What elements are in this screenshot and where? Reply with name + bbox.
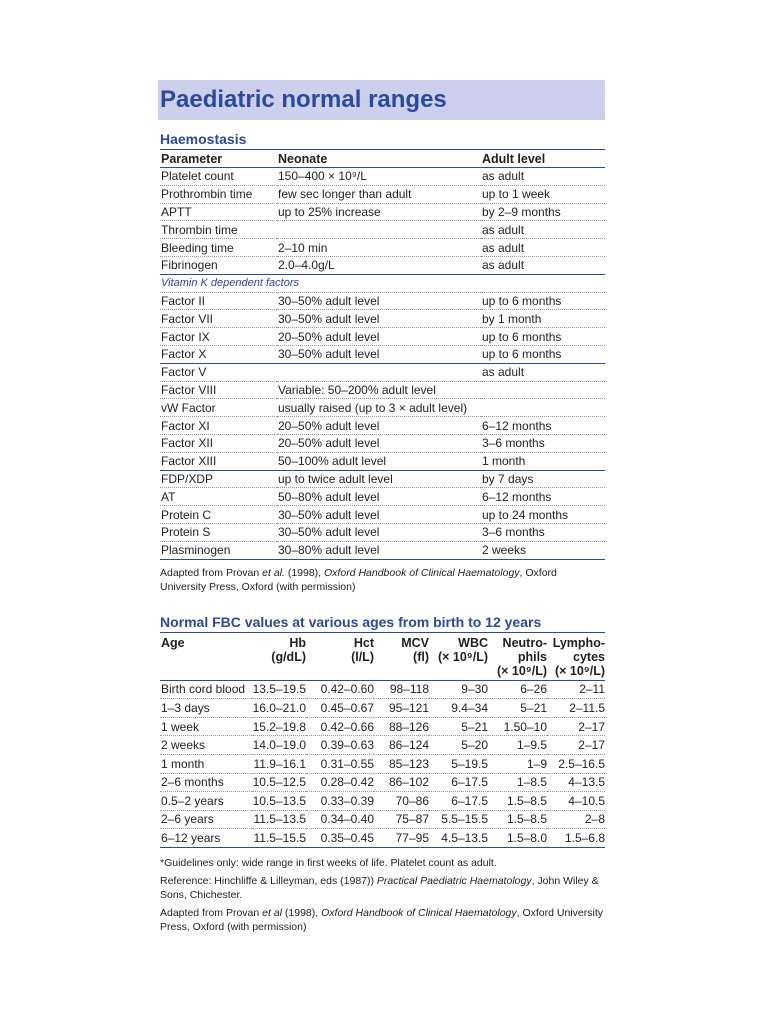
header-line: Lympho- bbox=[552, 635, 605, 650]
table-row bbox=[160, 434, 605, 452]
adult-level-cell: 3–6 months bbox=[481, 523, 605, 541]
column-header: Parameter bbox=[160, 150, 277, 168]
age-cell: 2–6 years bbox=[160, 810, 252, 829]
hct-cell: 0.33–0.39 bbox=[306, 792, 374, 811]
neonate-cell: 30–80% adult level bbox=[277, 541, 481, 559]
hb-cell: 15.2–19.8 bbox=[252, 717, 306, 736]
hb-cell: 14.0–19.0 bbox=[252, 736, 306, 755]
header-line: Age bbox=[161, 635, 185, 650]
hb-cell: 11.5–13.5 bbox=[252, 810, 306, 829]
adult-level-cell: 3–6 months bbox=[481, 434, 605, 452]
table-row bbox=[160, 292, 605, 310]
header-line: Hct bbox=[353, 635, 374, 650]
parameter-cell: vW Factor bbox=[160, 399, 277, 417]
hct-cell: 0.28–0.42 bbox=[306, 773, 374, 792]
adult-level-cell bbox=[481, 399, 605, 417]
adult-level-cell: up to 6 months bbox=[481, 345, 605, 363]
parameter-cell: Factor X bbox=[160, 345, 277, 363]
table-row bbox=[160, 523, 605, 541]
parameter-cell: Plasminogen bbox=[160, 541, 277, 559]
adult-level-cell: up to 6 months bbox=[481, 292, 605, 310]
parameter-cell: Factor II bbox=[160, 292, 277, 310]
lymphocytes-cell: 4–10.5 bbox=[547, 792, 605, 811]
wbc-cell: 5–19.5 bbox=[429, 754, 488, 773]
table-row bbox=[160, 381, 605, 399]
parameter-cell: AT bbox=[160, 488, 277, 506]
column-header bbox=[547, 632, 605, 680]
adult-level-cell: as adult bbox=[481, 221, 605, 239]
neonate-cell: 30–50% adult level bbox=[277, 523, 481, 541]
header-line bbox=[306, 664, 374, 678]
wbc-cell: 6–17.5 bbox=[429, 792, 488, 811]
header-line bbox=[429, 664, 488, 678]
neonate-cell: up to 25% increase bbox=[277, 203, 481, 221]
column-header: Adult level bbox=[481, 150, 605, 168]
age-cell: 2 weeks bbox=[160, 736, 252, 755]
parameter-cell: Factor VIII bbox=[160, 381, 277, 399]
age-cell: 1 month bbox=[160, 754, 252, 773]
neonate-cell: 2.0–4.0g/L bbox=[277, 256, 481, 274]
hct-cell: 0.42–0.60 bbox=[306, 680, 374, 699]
column-header bbox=[252, 632, 306, 680]
age-cell: 1–3 days bbox=[160, 699, 252, 718]
header-line: Hb bbox=[289, 635, 306, 650]
lymphocytes-cell: 4–13.5 bbox=[547, 773, 605, 792]
neutrophils-cell: 1–9 bbox=[488, 754, 547, 773]
header-line: (fl) bbox=[413, 649, 429, 664]
column-header bbox=[488, 632, 547, 680]
fbc-heading: Normal FBC values at various ages from birth to 12 years bbox=[160, 613, 542, 630]
hb-cell: 10.5–12.5 bbox=[252, 773, 306, 792]
parameter-cell: APTT bbox=[160, 203, 277, 221]
adult-level-cell: as adult bbox=[481, 363, 605, 381]
parameter-cell: Bleeding time bbox=[160, 239, 277, 257]
age-cell: Birth cord blood bbox=[160, 680, 252, 699]
adult-level-cell: up to 1 week bbox=[481, 185, 605, 203]
table-row bbox=[160, 221, 605, 239]
lymphocytes-cell: 2–11 bbox=[547, 680, 605, 699]
table-row bbox=[160, 168, 605, 186]
age-cell: 6–12 years bbox=[160, 829, 252, 848]
neonate-cell: few sec longer than adult bbox=[277, 185, 481, 203]
header-line: (l/L) bbox=[351, 649, 374, 664]
mcv-cell: 86–124 bbox=[374, 736, 429, 755]
mcv-cell: 95–121 bbox=[374, 699, 429, 718]
neonate-cell: Variable: 50–200% adult level bbox=[277, 381, 481, 399]
adult-level-cell: as adult bbox=[481, 239, 605, 257]
neonate-cell bbox=[277, 363, 481, 381]
table-row bbox=[160, 488, 605, 506]
header-line: (× 10⁹/L) bbox=[554, 663, 605, 678]
header-line: phils bbox=[517, 649, 547, 664]
table-row bbox=[160, 452, 605, 470]
header-line bbox=[161, 664, 252, 678]
neonate-cell: usually raised (up to 3 × adult level) bbox=[277, 399, 481, 417]
adult-level-cell: 6–12 months bbox=[481, 417, 605, 435]
header-line bbox=[252, 664, 306, 678]
neonate-cell: 50–100% adult level bbox=[277, 452, 481, 470]
table-row bbox=[160, 773, 605, 792]
header-line bbox=[374, 664, 429, 678]
parameter-cell: Factor V bbox=[160, 363, 277, 381]
parameter-cell: Prothrombin time bbox=[160, 185, 277, 203]
parameter-cell: Protein C bbox=[160, 506, 277, 524]
neonate-cell: up to twice adult level bbox=[277, 470, 481, 488]
hb-cell: 11.5–15.5 bbox=[252, 829, 306, 848]
adult-level-cell: by 7 days bbox=[481, 470, 605, 488]
hct-cell: 0.34–0.40 bbox=[306, 810, 374, 829]
parameter-cell: Factor VII bbox=[160, 310, 277, 328]
wbc-cell: 9.4–34 bbox=[429, 699, 488, 718]
lymphocytes-cell: 2.5–16.5 bbox=[547, 754, 605, 773]
table-row bbox=[160, 363, 605, 381]
adult-level-cell: as adult bbox=[481, 256, 605, 274]
hct-cell: 0.39–0.63 bbox=[306, 736, 374, 755]
adult-level-cell: 2 weeks bbox=[481, 541, 605, 559]
column-header bbox=[160, 632, 252, 680]
adult-level-cell: as adult bbox=[481, 168, 605, 186]
wbc-cell: 5.5–15.5 bbox=[429, 810, 488, 829]
header-line bbox=[161, 650, 252, 664]
wbc-cell: 5–20 bbox=[429, 736, 488, 755]
age-cell: 1 week bbox=[160, 717, 252, 736]
adult-level-cell: up to 6 months bbox=[481, 328, 605, 346]
neutrophils-cell: 6–26 bbox=[488, 680, 547, 699]
header-line: (g/dL) bbox=[271, 649, 306, 664]
parameter-cell: Factor XII bbox=[160, 434, 277, 452]
column-header bbox=[306, 632, 374, 680]
neutrophils-cell: 1.5–8.5 bbox=[488, 792, 547, 811]
neonate-cell: 20–50% adult level bbox=[277, 417, 481, 435]
lymphocytes-cell: 2–8 bbox=[547, 810, 605, 829]
column-header bbox=[429, 632, 488, 680]
table-row bbox=[160, 810, 605, 829]
haemostasis-table bbox=[160, 149, 605, 560]
neonate-cell: 30–50% adult level bbox=[277, 292, 481, 310]
table-row bbox=[160, 792, 605, 811]
adult-level-cell bbox=[481, 381, 605, 399]
adult-level-cell: by 1 month bbox=[481, 310, 605, 328]
table-row bbox=[160, 680, 605, 699]
neonate-cell: 30–50% adult level bbox=[277, 310, 481, 328]
neonate-cell: 30–50% adult level bbox=[277, 506, 481, 524]
mcv-cell: 77–95 bbox=[374, 829, 429, 848]
parameter-cell: Factor XI bbox=[160, 417, 277, 435]
table-row bbox=[160, 328, 605, 346]
mcv-cell: 85–123 bbox=[374, 754, 429, 773]
header-line: MCV bbox=[401, 635, 429, 650]
lymphocytes-cell: 2–11.5 bbox=[547, 699, 605, 718]
table-row bbox=[160, 310, 605, 328]
hct-cell: 0.31–0.55 bbox=[306, 754, 374, 773]
fbc-footnote: *Guidelines only: wide range in first weeks of life. Platelet count as adult. bbox=[160, 856, 497, 869]
table-row bbox=[160, 417, 605, 435]
wbc-cell: 6–17.5 bbox=[429, 773, 488, 792]
table-row bbox=[160, 239, 605, 257]
fbc-reference: Reference: Hinchliffe & Lilleyman, eds (1987)) Practical Paediatric Haematology, John Wiley & Sons, Chichester. bbox=[160, 874, 599, 901]
column-header bbox=[374, 632, 429, 680]
mcv-cell: 86–102 bbox=[374, 773, 429, 792]
neonate-cell: 30–50% adult level bbox=[277, 345, 481, 363]
neonate-cell: 2–10 min bbox=[277, 239, 481, 257]
table-row bbox=[160, 541, 605, 559]
neutrophils-cell: 5–21 bbox=[488, 699, 547, 718]
table-header-row bbox=[160, 632, 605, 680]
table-row bbox=[160, 717, 605, 736]
neonate-cell: 20–50% adult level bbox=[277, 328, 481, 346]
table-row bbox=[160, 185, 605, 203]
neonate-cell: 150–400 × 10⁹/L bbox=[277, 168, 481, 186]
hct-cell: 0.45–0.67 bbox=[306, 699, 374, 718]
document-page bbox=[160, 80, 605, 934]
wbc-cell: 9–30 bbox=[429, 680, 488, 699]
haemostasis-source-note: Adapted from Provan et al. (1998), Oxford Handbook of Clinical Haematology, Oxford University Press, Oxford (with permission) bbox=[160, 566, 557, 593]
header-line: cytes bbox=[573, 649, 605, 664]
parameter-cell: Protein S bbox=[160, 523, 277, 541]
lymphocytes-cell: 1.5–6.8 bbox=[547, 829, 605, 848]
table-row bbox=[160, 345, 605, 363]
age-cell: 2–6 months bbox=[160, 773, 252, 792]
header-line: (× 10⁹/L) bbox=[437, 649, 488, 664]
parameter-cell: Thrombin time bbox=[160, 221, 277, 239]
mcv-cell: 98–118 bbox=[374, 680, 429, 699]
table-row bbox=[160, 506, 605, 524]
neutrophils-cell: 1.5–8.0 bbox=[488, 829, 547, 848]
neonate-cell bbox=[277, 221, 481, 239]
fbc-source-note: Adapted from Provan et al (1998), Oxford Handbook of Clinical Haematology, Oxford University Press, Oxford (with permission) bbox=[160, 906, 603, 933]
subheading-row bbox=[160, 274, 605, 292]
page-title: Paediatric normal ranges bbox=[160, 86, 447, 113]
neonate-cell: 50–80% adult level bbox=[277, 488, 481, 506]
hb-cell: 10.5–13.5 bbox=[252, 792, 306, 811]
neutrophils-cell: 1.50–10 bbox=[488, 717, 547, 736]
table-header-row bbox=[160, 150, 605, 168]
mcv-cell: 88–126 bbox=[374, 717, 429, 736]
adult-level-cell: 1 month bbox=[481, 452, 605, 470]
header-line: WBC bbox=[458, 635, 488, 650]
wbc-cell: 5–21 bbox=[429, 717, 488, 736]
neutrophils-cell: 1–8.5 bbox=[488, 773, 547, 792]
hb-cell: 11.9–16.1 bbox=[252, 754, 306, 773]
header-line: (× 10⁹/L) bbox=[496, 663, 547, 678]
neonate-cell: 20–50% adult level bbox=[277, 434, 481, 452]
hct-cell: 0.35–0.45 bbox=[306, 829, 374, 848]
table-row bbox=[160, 699, 605, 718]
hct-cell: 0.42–0.66 bbox=[306, 717, 374, 736]
table-row bbox=[160, 203, 605, 221]
wbc-cell: 4.5–13.5 bbox=[429, 829, 488, 848]
table-row bbox=[160, 470, 605, 488]
adult-level-cell: by 2–9 months bbox=[481, 203, 605, 221]
haemostasis-heading: Haemostasis bbox=[160, 131, 247, 147]
table-row bbox=[160, 829, 605, 848]
age-cell: 0.5–2 years bbox=[160, 792, 252, 811]
parameter-cell: Factor IX bbox=[160, 328, 277, 346]
mcv-cell: 75–87 bbox=[374, 810, 429, 829]
table-row bbox=[160, 736, 605, 755]
parameter-cell: Factor XIII bbox=[160, 452, 277, 470]
table-row bbox=[160, 399, 605, 417]
column-header: Neonate bbox=[277, 150, 481, 168]
adult-level-cell: 6–12 months bbox=[481, 488, 605, 506]
table-row bbox=[160, 754, 605, 773]
hb-cell: 13.5–19.5 bbox=[252, 680, 306, 699]
title-bar bbox=[158, 80, 605, 120]
parameter-cell: Platelet count bbox=[160, 168, 277, 186]
parameter-cell: FDP/XDP bbox=[160, 470, 277, 488]
fbc-table bbox=[160, 632, 605, 848]
hb-cell: 16.0–21.0 bbox=[252, 699, 306, 718]
parameter-cell: Fibrinogen bbox=[160, 256, 277, 274]
neutrophils-cell: 1.5–8.5 bbox=[488, 810, 547, 829]
lymphocytes-cell: 2–17 bbox=[547, 736, 605, 755]
vitamin-k-subheading: Vitamin K dependent factors bbox=[160, 274, 605, 292]
lymphocytes-cell: 2–17 bbox=[547, 717, 605, 736]
table-row bbox=[160, 256, 605, 274]
mcv-cell: 70–86 bbox=[374, 792, 429, 811]
header-line: Neutro- bbox=[502, 635, 547, 650]
neutrophils-cell: 1–9.5 bbox=[488, 736, 547, 755]
adult-level-cell: up to 24 months bbox=[481, 506, 605, 524]
